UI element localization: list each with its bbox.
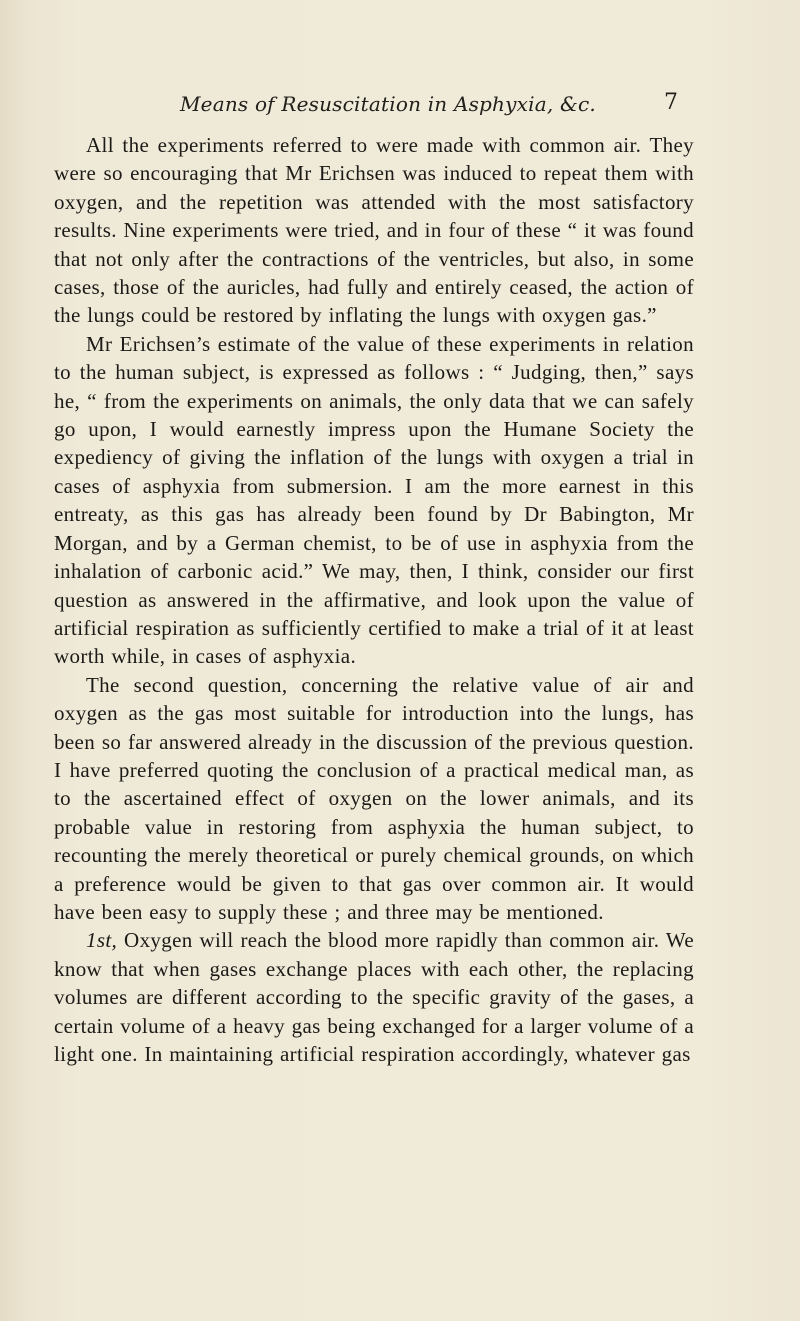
paragraph-second-question: The second question, concerning the relative value of air and oxygen as the gas most suitable for introduction into the lungs, has been so far answered already in the discussion of the previous question. I have preferred quoting the conclusion of a practical medical man, as to the ascertained effect of oxygen on the lower animals, and its probable value in restoring from asphyxia the human subject, to recounting the merely theoretical or purely chemical grounds, on which a preference would be given to that gas over common air. It would have been easy to supply these ; and three may be mentioned. bbox=[54, 672, 694, 924]
paragraph-first-reason-text: Oxygen will reach the blood more rapidly than common air. We know that when gases exchange places with each other, the replacing volumes are different according to the specific gravity of the gases, a certain volume of a heavy gas being exchanged for a larger volume of a light one. In maintaining artificial respiration accordingly, whatever gas bbox=[54, 928, 694, 1066]
page-number: 7 bbox=[664, 90, 678, 115]
paragraph-first-reason bbox=[54, 926, 694, 1068]
paragraph-erichsen-estimate: Mr Erichsen’s estimate of the value of these experiments in relation to the human subject, is expressed as follows : “ Judging, then,” says he, “ from the experiments on animals, the only data that we can safely go upon, I would earnestly impress upon the Humane Society the expediency of giving the inflation of the lungs with oxygen a trial in cases of asphyxia from submersion. I am the more earnest in this entreaty, as this gas has already been found by Dr Babington, Mr Morgan, and by a German chemist, to be of use in asphyxia from the inhalation of carbonic acid.” We may, then, I think, consider our first question as answered in the affirmative, and look upon the value of artificial respiration as sufficiently certified to make a trial of it at least worth while, in cases of asphyxia. bbox=[54, 331, 694, 669]
running-header: Means of Resuscitation in Asphyxia, &c. bbox=[180, 92, 596, 116]
ordinal-first: 1st, bbox=[86, 928, 118, 953]
body-text bbox=[54, 131, 694, 1068]
paragraph-experiments: All the experiments referred to were made with common air. They were so encouraging that Mr Erichsen was induced to repeat them with oxygen, and the repetition was attended with the most satisfactory results. Nine experiments were tried, and in four of these “ it was found that not only after the contractions of the ventricles, but also, in some cases, those of the auricles, had fully and entirely ceased, the action of the lungs could be restored by inflating the lungs with oxygen gas.” bbox=[54, 133, 694, 328]
